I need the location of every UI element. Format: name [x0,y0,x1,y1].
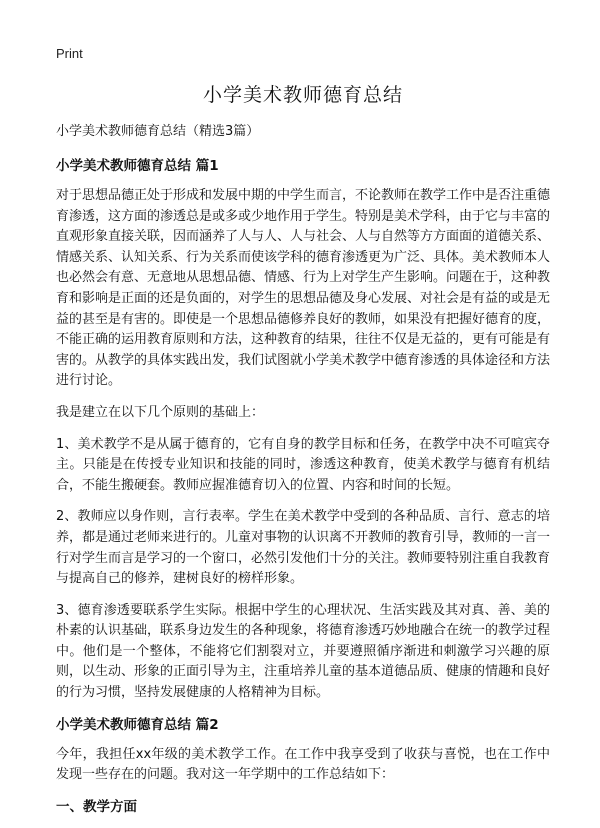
section-heading-1: 小学美术教师德育总结 篇1 [56,158,219,174]
paragraph: 我是建立在以下几个原则的基础上： [56,404,265,420]
print-link[interactable]: Print [56,46,83,61]
paragraph: 今年，我担任xx年级的美术教学工作。在工作中我享受到了收获与喜悦，也在工作中发现一些存在的问题。我对这一年学期中的工作总结如下： [56,746,550,783]
document-subtitle: 小学美术教师德育总结（精选3篇） [56,124,260,139]
section-heading-3: 一、教学方面 [56,798,137,815]
paragraph: 1、美术教学不是从属于德育的，它有自身的教学目标和任务，在教学中决不可喧宾夺主。只能是在传授专业知识和技能的同时，渗透这种教育，使美术教学与德育有机结合，不能生搬硬套。教师应握准德育切入的位置、内容和时间的长短。 [56,436,550,493]
paragraph: 3、德育渗透要联系学生实际。根据中学生的心理状况、生活实践及其对真、善、美的朴素的认识基础，联系身边发生的各种现象，将德育渗透巧妙地融合在统一的教学过程中。他们是一个整体，不能将它们割裂对立，并要遵照循序渐进和刺激学习兴趣的原则，以生动、形象的正面引导为主，注重培养儿童的基本道德品质、健康的情趣和良好的行为习惯，坚持发展健康的人格精神为目标。 [56,602,551,701]
page-title: 小学美术教师德育总结 [202,84,403,106]
paragraph: 对于思想品德正处于形成和发展中期的中学生而言，不论教师在教学工作中是否注重德育渗透，这方面的渗透总是或多或少地作用于学生。特别是美术学科，由于它与丰富的直观形象直接关联，因而涵养了人与人、人与社会、人与自然等方方面面的道德关系、情感关系、认知关系、行为关系而使该学科的德育渗透更为广泛、具体。美术教师本人也必然会有意、无意地从思想品德、情感、行为上对学生产生影响。问题在于，这种教育和影响是正面的还是负面的，对学生的思想品德及身心发展、对社会是有益的或是无益的甚至是有害的。即使是一个思想品德修养良好的教师，如果没有把握好德育的度，不能正确的运用教育原则和方法，这种教育的结果，往往不仅是无益的，更有可能是有害的。从教学的具体实践出发，我们试图就小学美术教学中德育渗透的具体途径和方法进行讨论。 [56,188,551,389]
paragraph: 2、教师应以身作则，言行表率。学生在美术教学中受到的各种品质、言行、意志的培养，都是通过老师来进行的。儿童对事物的认识离不开教师的教育引导，教师的一言一行对学生而言是学习的一个窗口，必然引发他们十分的关注。教师要特别注重自我教育与提高自己的修养，建树良好的榜样形象。 [56,509,551,587]
section-heading-2: 小学美术教师德育总结 篇2 [56,716,219,733]
document-content [56,122,550,827]
